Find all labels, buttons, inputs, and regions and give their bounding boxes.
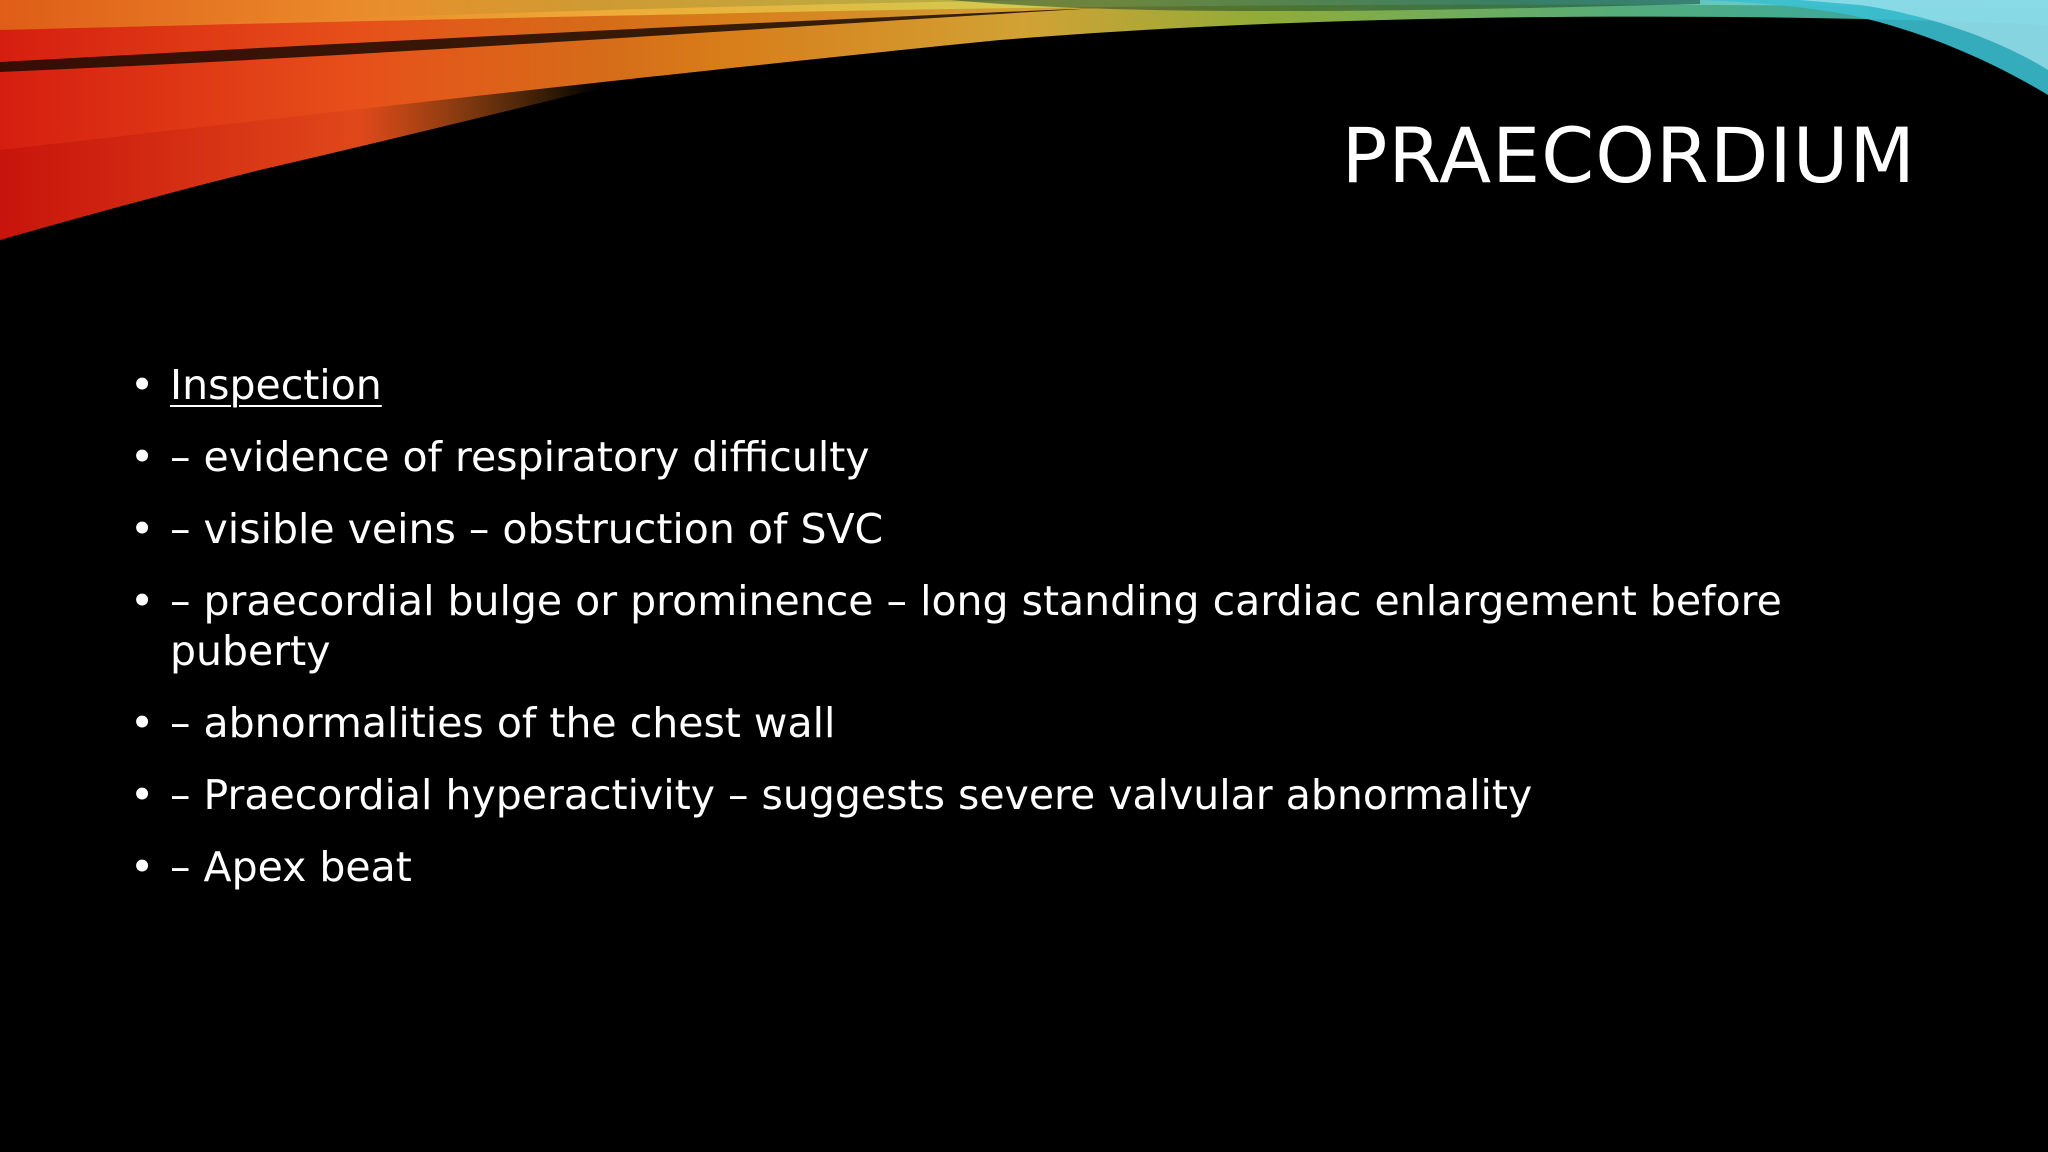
bullet-icon: • <box>130 433 155 481</box>
bullet-list <box>130 360 1910 914</box>
bullet-icon: • <box>130 505 155 553</box>
bullet-icon: • <box>130 771 155 819</box>
bullet-text: – Apex beat <box>170 843 412 891</box>
bullet-icon: • <box>130 843 155 891</box>
slide-title: PRAECORDIUM <box>1341 111 1916 200</box>
bullet-text: – visible veins – obstruction of SVC <box>170 505 884 553</box>
list-item <box>130 576 1910 676</box>
list-item <box>130 504 1910 554</box>
bullet-heading-inspection: Inspection <box>170 361 382 409</box>
bullet-icon: • <box>130 577 155 625</box>
list-item <box>130 360 1910 410</box>
list-item <box>130 770 1910 820</box>
list-item <box>130 432 1910 482</box>
bullet-icon: • <box>130 361 155 409</box>
bullet-text: – abnormalities of the chest wall <box>170 699 836 747</box>
bullet-text: – Praecordial hyperactivity – suggests severe valvular abnormality <box>170 771 1533 819</box>
list-item <box>130 698 1910 748</box>
list-item <box>130 842 1910 892</box>
bullet-text: – evidence of respiratory difficulty <box>170 433 870 481</box>
bullet-text: – praecordial bulge or prominence – long standing cardiac enlargement before puberty <box>170 577 1782 675</box>
bullet-icon: • <box>130 699 155 747</box>
